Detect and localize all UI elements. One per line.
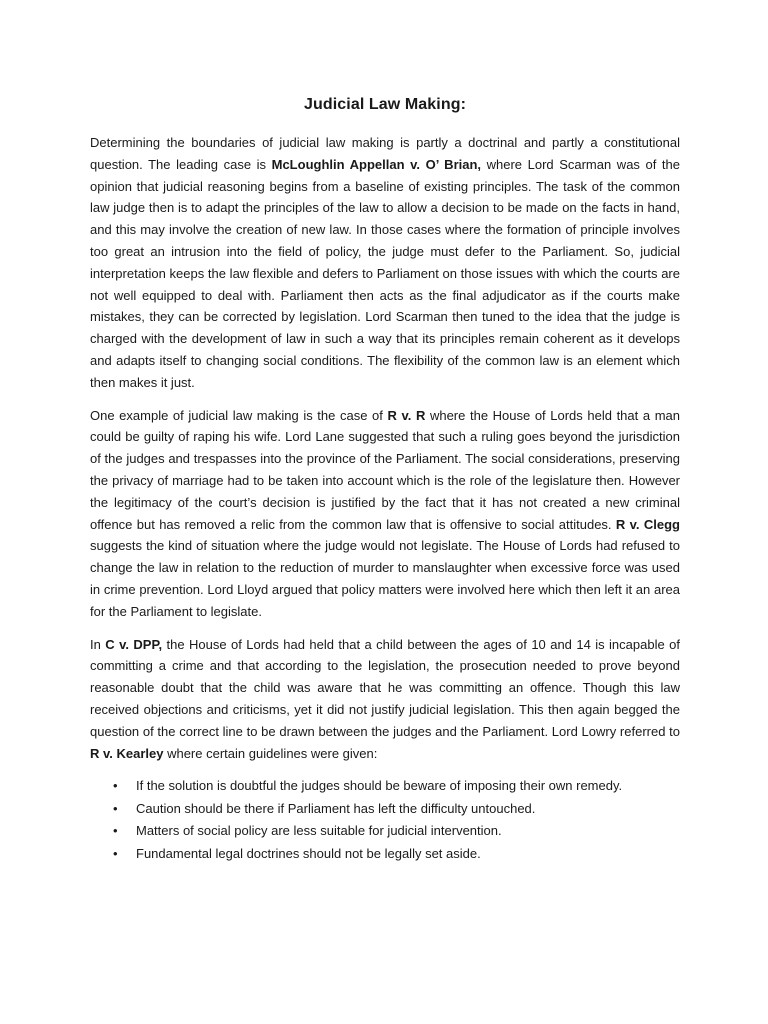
bullet-icon: • bbox=[113, 823, 118, 839]
case-name: R v. R bbox=[387, 407, 426, 423]
paragraph-text: One example of judicial law making is the case of bbox=[90, 407, 388, 423]
list-item-text: Fundamental legal doctrines should not be legally set aside. bbox=[136, 845, 481, 861]
paragraph-text: where certain guidelines were given: bbox=[163, 745, 378, 761]
paragraph-text: where Lord Scarman was of the opinion that judicial reasoning begins from a baseline of existing principles. The task of the common law judge then is to adapt the principles of the law to allow a decision to be made on the facts in hand, and this may involve the creation of new law. In those cases where the formation of principle involves too great an intrusion into the field of policy, the judge must defer to the Parliament. So, judicial interpretation keeps the law flexible and defers to Parliament on those issues with which the courts are not well equipped to deal with. Parliament then acts as the final adjudicator as if the courts make mistakes, they can be corrected by legislation. Lord Scarman then tuned to the idea that the judge is charged with the development of law in such a way that its principles remain coherent as it develops and adapts itself to changing social conditions. The flexibility of the common law is an element which then makes it just. bbox=[90, 156, 681, 390]
paragraph-3 bbox=[90, 634, 680, 765]
paragraph-text: the House of Lords had held that a child between the ages of 10 and 14 is incapable of committing a crime and that according to the legislation, the prosecution needed to prove beyond reasonable doubt that the child was aware that he was committing an offence. Though this law received objections and criticisms, yet it did not justify judicial legislation. This then again begged the question of the correct line to be drawn between the judges and the Parliament. Lord Lowry referred to bbox=[90, 636, 680, 739]
guidelines-list bbox=[90, 775, 680, 865]
paragraph-text: Determining the boundaries of judicial law making is partly a doctrinal and partly a constitutional question. The leading case is bbox=[90, 135, 680, 172]
bullet-icon: • bbox=[113, 778, 118, 794]
case-name: R v. Kearley bbox=[90, 745, 164, 761]
list-item bbox=[90, 798, 680, 821]
bullet-icon: • bbox=[113, 800, 118, 816]
paragraph-text: suggests the kind of situation where the judge would not legislate. The House of Lords had refused to change the law in relation to the reduction of murder to manslaughter when excessive force was used in crime prevention. Lord Lloyd argued that policy matters were involved here which then left it an area for the Parliament to legislate. bbox=[90, 538, 680, 619]
case-name: R v. Clegg bbox=[615, 516, 680, 532]
document-title: Judicial Law Making: bbox=[303, 96, 467, 113]
paragraph-1 bbox=[90, 132, 680, 394]
list-item-text: Matters of social policy are less suitable for judicial intervention. bbox=[136, 823, 502, 839]
list-item-text: Caution should be there if Parliament has left the difficulty untouched. bbox=[136, 800, 536, 816]
case-name: C v. DPP, bbox=[105, 636, 163, 652]
paragraph-text: where the House of Lords held that a man could be guilty of raping his wife. Lord Lane suggested that such a ruling goes beyond the jurisdiction of the judges and trespasses into the province of the Parliament. The social considerations, preserving the privacy of marriage had to be taken into account which is the role of the legislature then. However the legitimacy of the court’s decision is justified by the fact that it has not created a new criminal offence but has removed a relic from the common law that is offensive to social attitudes. bbox=[90, 407, 680, 532]
paragraph-2 bbox=[90, 405, 680, 623]
list-item-text: If the solution is doubtful the judges should be beware of imposing their own remedy. bbox=[136, 778, 623, 794]
bullet-icon: • bbox=[113, 845, 118, 861]
case-name: McLoughlin Appellan v. O’ Brian, bbox=[271, 156, 482, 172]
paragraph-text: In bbox=[90, 636, 106, 652]
list-item bbox=[90, 843, 680, 866]
list-item bbox=[90, 820, 680, 843]
list-item bbox=[90, 775, 680, 798]
document-body bbox=[90, 132, 680, 865]
